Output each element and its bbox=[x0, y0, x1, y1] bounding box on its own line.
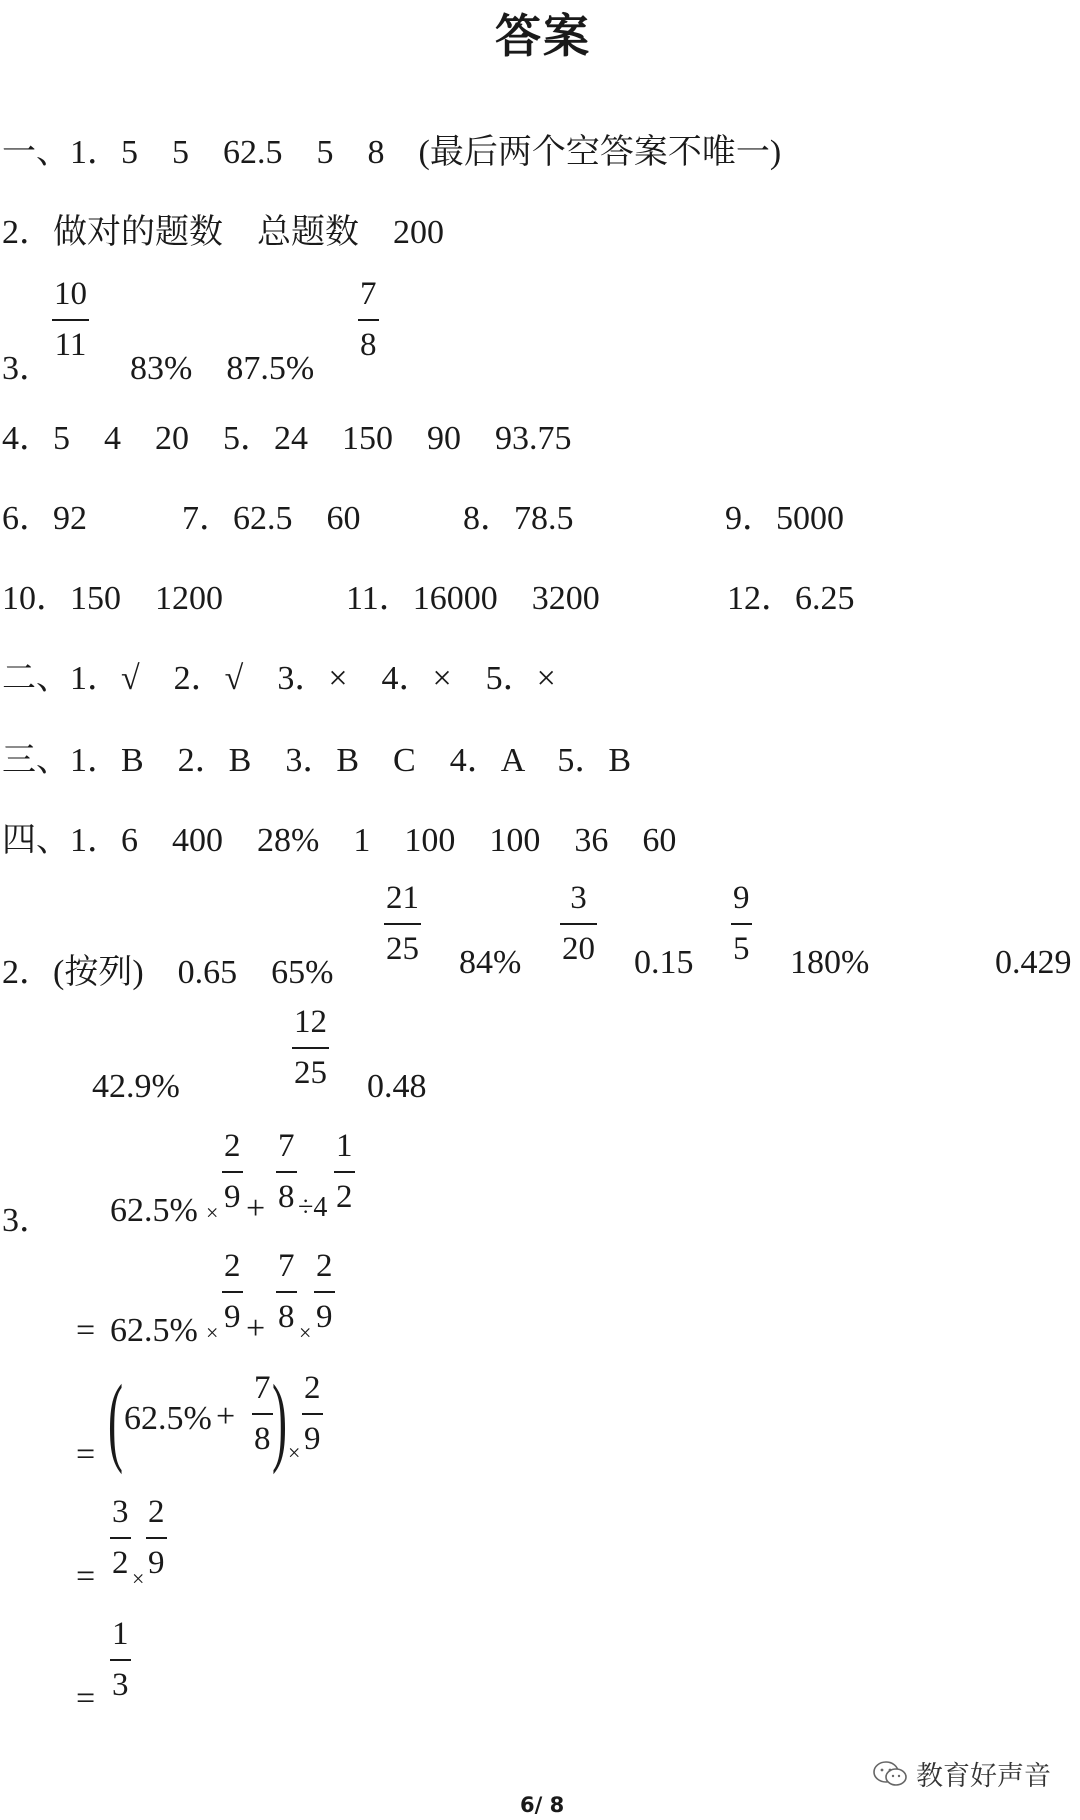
fraction-1-2 bbox=[334, 1130, 355, 1214]
answer-line-4-2a: 2．(按列) 0.65 65% bbox=[2, 954, 334, 991]
fraction-9-5 bbox=[731, 882, 752, 966]
answer-line-1-10a: 10．150 1200 bbox=[2, 580, 223, 617]
calc-r2-a: 62.5% bbox=[110, 1312, 198, 1349]
times-sign: × bbox=[206, 1320, 219, 1345]
fraction-2-9 bbox=[314, 1250, 335, 1334]
numerator: 7 bbox=[278, 1248, 295, 1284]
fraction-2-9 bbox=[222, 1130, 243, 1214]
numerator: 2 bbox=[224, 1128, 241, 1164]
page-title: 答案 bbox=[495, 9, 591, 63]
calc-r1-a: 62.5% bbox=[110, 1192, 198, 1229]
fraction-2-9 bbox=[302, 1372, 323, 1456]
answer-line-4-3b: 0.48 bbox=[367, 1068, 427, 1105]
numerator: 2 bbox=[148, 1494, 165, 1530]
numerator: 7 bbox=[360, 276, 377, 312]
denominator: 9 bbox=[148, 1545, 165, 1581]
wechat-icon bbox=[872, 1760, 908, 1788]
times-sign: × bbox=[132, 1566, 145, 1591]
denominator: 8 bbox=[278, 1179, 295, 1215]
answer-line-1-3-prefix: 3． bbox=[2, 350, 53, 387]
numerator: 3 bbox=[570, 880, 587, 916]
answer-line-4-2b: 84% bbox=[459, 944, 522, 981]
answer-line-1-6d: 9．5000 bbox=[725, 500, 844, 537]
answer-line-1-6a: 6．92 bbox=[2, 500, 87, 537]
denominator: 8 bbox=[360, 327, 377, 363]
denominator: 2 bbox=[336, 1179, 353, 1215]
fraction-1-3 bbox=[110, 1618, 131, 1702]
equals-sign: = bbox=[76, 1680, 96, 1717]
fraction-12-25 bbox=[292, 1006, 329, 1090]
answer-section-3: 三、1．B 2．B 3．B C 4．A 5．B bbox=[2, 742, 632, 779]
plus-sign: + bbox=[246, 1190, 266, 1227]
answer-line-4-2e: 0.429 bbox=[995, 944, 1072, 981]
numerator: 2 bbox=[304, 1370, 321, 1406]
plus-sign: + bbox=[216, 1398, 236, 1435]
answer-line-1-3-mid: 83% 87.5% bbox=[130, 350, 315, 387]
numerator: 2 bbox=[224, 1248, 241, 1284]
divide-4: ÷4 bbox=[298, 1192, 328, 1223]
answer-line-4-3a: 42.9% bbox=[92, 1068, 180, 1105]
answer-line-4-2d: 180% bbox=[790, 944, 870, 981]
fraction-2-9 bbox=[146, 1496, 167, 1580]
answer-line-1-10c: 12．6.25 bbox=[727, 580, 855, 617]
right-parenthesis: ) bbox=[272, 1364, 287, 1475]
numerator: 3 bbox=[112, 1494, 129, 1530]
answer-line-1-6c: 8．78.5 bbox=[463, 500, 574, 537]
times-sign: × bbox=[288, 1440, 301, 1465]
denominator: 9 bbox=[224, 1179, 241, 1215]
equals-sign: = bbox=[76, 1312, 96, 1349]
equals-sign: = bbox=[76, 1436, 96, 1473]
fraction-3-20 bbox=[560, 882, 597, 966]
denominator: 25 bbox=[386, 931, 419, 967]
denominator: 8 bbox=[254, 1421, 271, 1457]
denominator: 9 bbox=[224, 1299, 241, 1335]
fraction-7-8 bbox=[358, 278, 379, 362]
fraction-7-8 bbox=[276, 1130, 297, 1214]
fraction-10-11 bbox=[52, 278, 89, 362]
denominator: 11 bbox=[54, 327, 87, 363]
numerator: 10 bbox=[54, 276, 87, 312]
answer-line-1-4: 4．5 4 20 5．24 150 90 93.75 bbox=[2, 420, 572, 457]
calc-prefix: 3． bbox=[2, 1202, 53, 1239]
answer-line-1-1: 一、1．5 5 62.5 5 8 (最后两个空答案不唯一) bbox=[2, 134, 782, 171]
denominator: 3 bbox=[112, 1667, 129, 1703]
numerator: 1 bbox=[336, 1128, 353, 1164]
denominator: 25 bbox=[294, 1055, 327, 1091]
denominator: 9 bbox=[304, 1421, 321, 1457]
watermark-text: 教育好声音 bbox=[916, 1761, 1051, 1792]
page-number: 6/ 8 bbox=[520, 1793, 565, 1817]
numerator: 2 bbox=[316, 1248, 333, 1284]
fraction-21-25 bbox=[384, 882, 421, 966]
fraction-7-8 bbox=[276, 1250, 297, 1334]
fraction-7-8 bbox=[252, 1372, 273, 1456]
numerator: 7 bbox=[278, 1128, 295, 1164]
answer-line-4-2c: 0.15 bbox=[634, 944, 694, 981]
denominator: 8 bbox=[278, 1299, 295, 1335]
answer-section-2: 二、1．√ 2．√ 3．× 4．× 5．× bbox=[2, 660, 556, 697]
numerator: 1 bbox=[112, 1616, 129, 1652]
plus-sign: + bbox=[246, 1310, 266, 1347]
numerator: 7 bbox=[254, 1370, 271, 1406]
answer-line-1-10b: 11．16000 3200 bbox=[346, 580, 600, 617]
equals-sign: = bbox=[76, 1558, 96, 1595]
answer-line-1-6b: 7．62.5 60 bbox=[182, 500, 361, 537]
numerator: 21 bbox=[386, 880, 419, 916]
answer-line-4-1: 四、1．6 400 28% 1 100 100 36 60 bbox=[2, 822, 677, 859]
answer-line-1-2: 2．做对的题数 总题数 200 bbox=[2, 214, 444, 251]
numerator: 9 bbox=[733, 880, 750, 916]
watermark bbox=[872, 1754, 1051, 1793]
fraction-3-2 bbox=[110, 1496, 131, 1580]
calc-r3-a: 62.5% bbox=[124, 1400, 212, 1437]
denominator: 2 bbox=[112, 1545, 129, 1581]
left-parenthesis: ( bbox=[108, 1364, 123, 1475]
denominator: 20 bbox=[562, 931, 595, 967]
denominator: 5 bbox=[733, 931, 750, 967]
fraction-2-9 bbox=[222, 1250, 243, 1334]
times-sign: × bbox=[299, 1320, 312, 1345]
times-sign: × bbox=[206, 1200, 219, 1225]
denominator: 9 bbox=[316, 1299, 333, 1335]
numerator: 12 bbox=[294, 1004, 327, 1040]
